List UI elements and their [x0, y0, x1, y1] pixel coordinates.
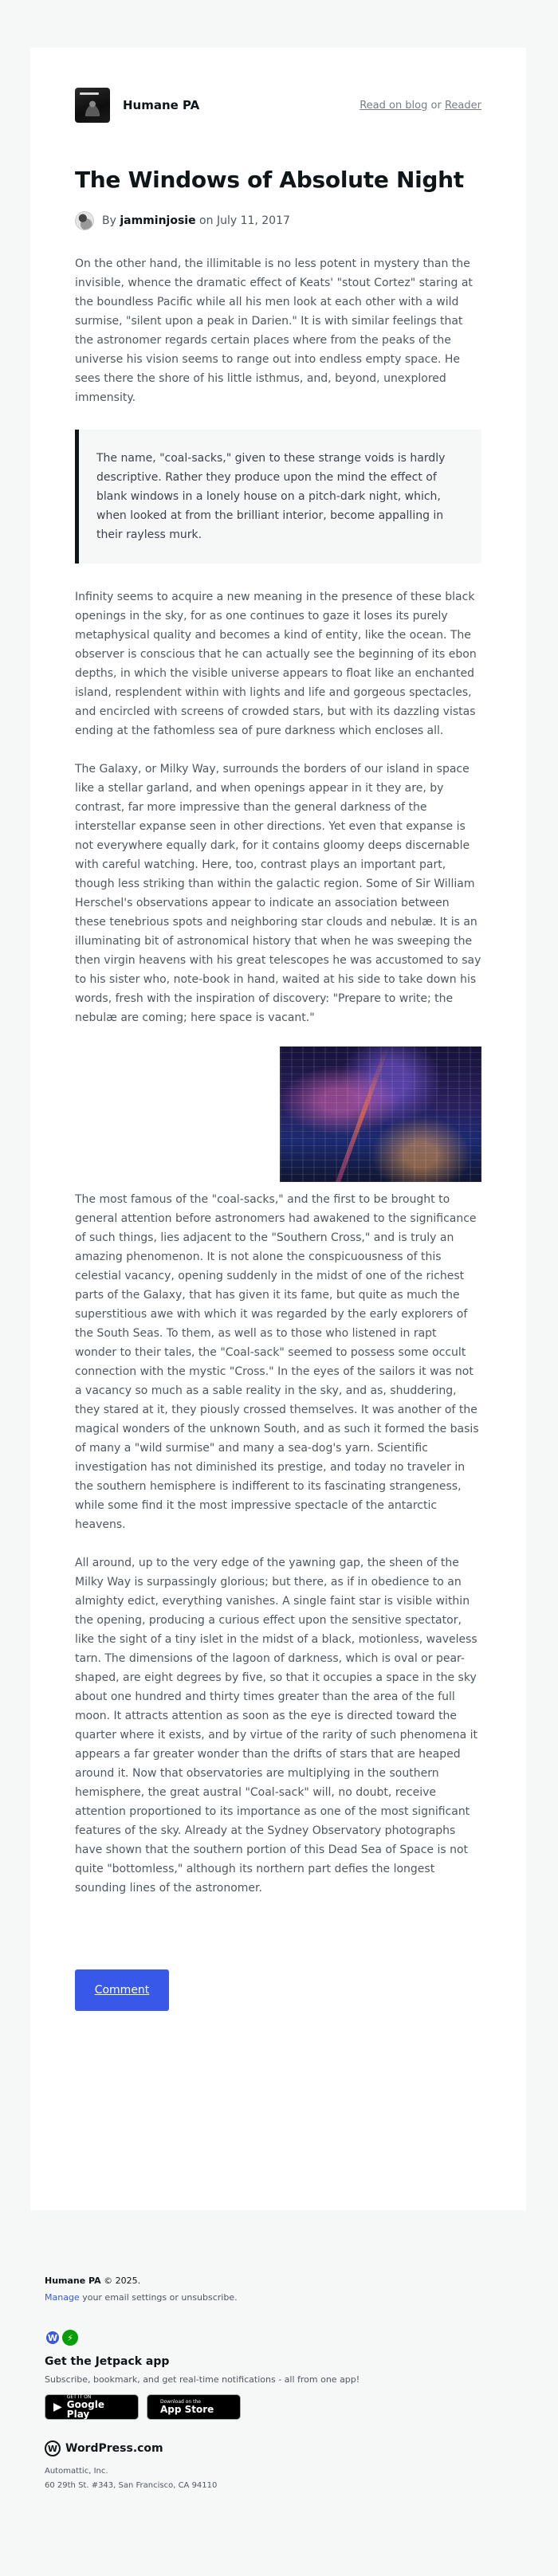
comment-button[interactable]: Comment — [75, 1969, 169, 2011]
author-name[interactable]: jamminjosie — [120, 214, 196, 227]
google-play-button[interactable] — [45, 2394, 139, 2420]
reader-link[interactable]: Reader — [444, 99, 481, 112]
header-links — [360, 100, 481, 112]
pull-quote: The name, "coal-sacks," given to these strange voids is hardly descriptive. Rather they produce upon the mind the effect of blank windows in a lonely house on a pitch-dark night, which, when looked at from the brilliant interior, become appalling in their rayless murk. — [75, 430, 481, 564]
wordpress-com-link[interactable] — [45, 2441, 523, 2456]
post-date: July 11, 2017 — [216, 214, 290, 227]
paragraph: The most famous of the "coal-sacks," and the first to be brought to general attention before astronomers had awakened to the significance of such things, lies adjacent to the "Southern Cross," and is truly an amazing phenomenon. It is not alone the conspicuousness of this celestial vacancy, opening suddenly in the midst of one of the richest parts of the Galaxy, that has given it its fame, but quite as much the superstitious awe with which it was regarded by the early explorers of the South Seas. To them, as well as to those who listened in rapt wonder to their tales, the "Coal-sack" seemed to possess some occult connection with the mystic "Cross." In the eyes of the sailors it was not a vacancy so much as a sable reality in the sky, and as, shuddering, they stared at it, they piously crossed themselves. It was another of the magical wonders of the unknown South, and as such it formed the basis of many a "wild surmise" and many a sea-dog's yarn. Scientific investigation has not diminished its prestige, and today no traveler in the southern hemisphere is indifferent to its fascinating strangeness, while some find it the most impressive spectacle of the antarctic heavens. — [75, 1193, 479, 1531]
store-badges — [45, 2394, 523, 2420]
footer-copyright: © 2025. — [104, 2276, 141, 2286]
site-logo[interactable] — [75, 88, 110, 123]
wordpress-com-label: WordPress.com — [65, 2442, 163, 2455]
jetpack-icon: ⚡ — [62, 2330, 78, 2346]
app-store-small: Download on the — [160, 2399, 201, 2405]
company-name: Automattic, Inc. — [45, 2467, 108, 2476]
footer-site-name: Humane PA — [45, 2276, 101, 2286]
city-night-image — [280, 1046, 481, 1182]
paragraph: On the other hand, the illimitable is no less potent in mystery than the invisible, whence the dramatic effect of Keats' "stout Cortez" staring at the boundless Pacific while all his men look at each other with a wild surmise, "silent upon a peak in Darien." It is with similar feelings that the astronomer regards certain places where from the peaks of the universe his vision seems to range out into endless empty space. He sees there the shore of his little isthmus, and, beyond, unexplored immensity. — [75, 257, 473, 404]
read-on-blog-link[interactable]: Read on blog — [360, 99, 428, 112]
manage-settings-text: your email settings or unsubscribe. — [82, 2292, 238, 2303]
company-address-block — [45, 2464, 523, 2493]
footer-manage — [45, 2292, 523, 2303]
app-icons — [45, 2330, 523, 2346]
post-title[interactable]: The Windows of Absolute Night — [75, 167, 464, 193]
app-store-label: App Store — [160, 2404, 214, 2415]
author-avatar[interactable] — [75, 211, 94, 230]
header-or-text: or — [430, 99, 442, 112]
post-body — [75, 254, 481, 1898]
email-card — [30, 48, 526, 2210]
paragraph: Infinity seems to acquire a new meaning in the presence of these black openings in the sky, for as one continues to gaze it loses its purely metaphysical quality and becomes a kind of entity, like the ocean. The observer is conscious that he can actually see the beginning of its ebon depths, in which the visible universe appears to float like an enchanted island, resplendent within with lights and life and gorgeous spectacles, and encircled with screens of crowded stars, but with its dazzling vistas ending at the fathomless sea of pure darkness which encloses all. — [75, 591, 477, 737]
wordpress-logo-icon: W — [45, 2441, 61, 2456]
jetpack-subtitle: Subscribe, bookmark, and get real-time notifications - all from one app! — [45, 2374, 360, 2385]
google-play-icon: ▶ — [53, 2401, 62, 2413]
paragraph: All around, up to the very edge of the yawning gap, the sheen of the Milky Way is surpassingly glorious; but there, as if in obedience to an almighty edict, everything vanishes. A single faint star is visible within the opening, producing a curious effect upon the sensitive spectator, like the sight of a tiny islet in the midst of a black, motionless, waveless tarn. The dimensions of the lagoon of darkness, which is oval or pear-shaped, are eight degrees by five, so that it occupies a space in the sky about one hundred and thirty times greater than the area of the full moon. It attracts attention as soon as the eye is directed toward the quarter where it exists, and by virtue of the rarity of such phenomena it appears a far greater wonder than the drifts of stars that are heaped around it. Now that observatories are multiplying in the southern hemisphere, the great austral "Coal-sack" will, no doubt, receive attention proportioned to its importance as one of the most significant features of the sky. Already at the Sydney Observatory photographs have shown that the southern portion of this Dead Sea of Space is not quite "bottomless," although its northern part defies the longest sounding lines of the astronomer. — [75, 1557, 478, 1895]
footer-brand-line — [45, 2276, 523, 2286]
site-name[interactable]: Humane PA — [123, 98, 200, 112]
google-play-small: GET IT ON — [66, 2394, 92, 2400]
manage-settings-link[interactable]: Manage — [45, 2292, 80, 2303]
app-store-button[interactable] — [147, 2394, 241, 2420]
site-header — [75, 86, 481, 124]
google-play-label: Google Play — [66, 2399, 104, 2420]
jetpack-title: Get the Jetpack app — [45, 2355, 170, 2368]
company-address: 60 29th St. #343, San Francisco, CA 94110 — [45, 2481, 218, 2490]
byline — [75, 211, 481, 230]
byline-on: on — [199, 214, 214, 227]
footer — [45, 2276, 523, 2493]
paragraph: The Galaxy, or Milky Way, surrounds the borders of our island in space like a stellar garland, and when openings appear in it they are, by contrast, far more impressive than the general darkness of the interstellar expanse seen in other directions. Yet even that expanse is not everywhere equally dark, for it contains gloomy deeps discernable with careful watching. Here, too, contrast plays an important part, though less striking than within the galactic region. Some of Sir William Herschel's observations appear to indicate an association between these tenebrious spots and neighboring star clouds and nebulæ. It is an illuminating bit of astronomical history that when he was sweeping the then virgin heavens with his great telescopes he was accustomed to say to his sister who, note-book in hand, waited at his side to take down his words, fresh with the inspiration of discovery: "Prepare to write; the nebulæ are coming; here space is vacant." — [75, 763, 481, 1024]
byline-by: By — [102, 214, 116, 227]
wordpress-icon: W — [45, 2330, 61, 2346]
site-brand[interactable] — [75, 88, 199, 123]
